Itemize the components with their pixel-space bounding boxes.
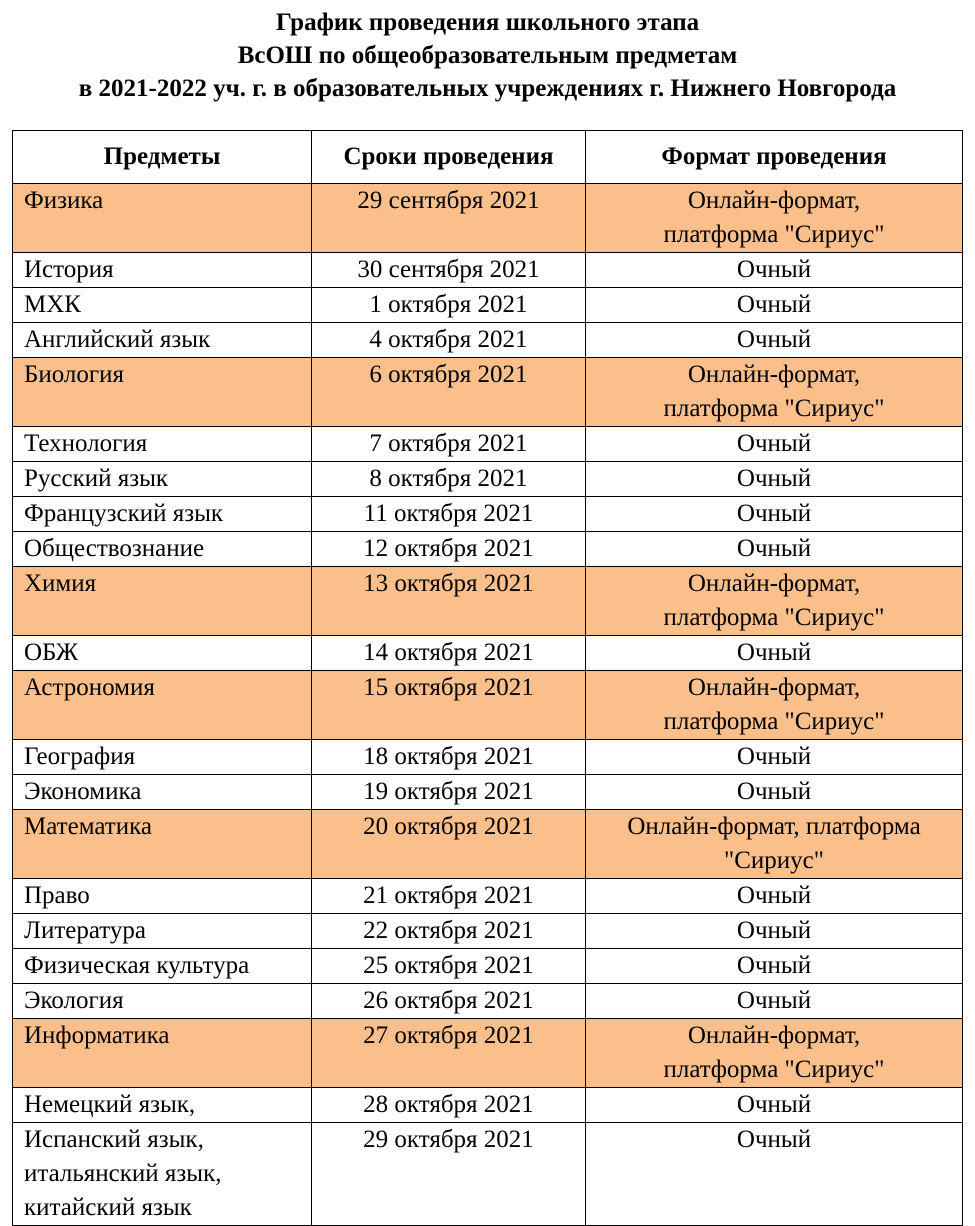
subject-text: Физика	[24, 187, 104, 214]
header-subjects: Предметы	[13, 131, 312, 184]
subject-text: Право	[24, 882, 90, 909]
format-text: Очный	[736, 1091, 812, 1118]
format-cell	[586, 358, 963, 427]
table-row	[13, 323, 963, 358]
date-cell: 19 октября 2021	[312, 775, 586, 810]
date-cell: 14 октября 2021	[312, 636, 586, 671]
subject-text: Немецкий язык,	[24, 1091, 196, 1118]
subject-text: Обществознание	[24, 535, 205, 562]
subject-cell	[13, 532, 312, 567]
date-cell: 25 октября 2021	[312, 949, 586, 984]
format-cell	[586, 1088, 963, 1123]
format-cell	[586, 288, 963, 323]
date-cell: 11 октября 2021	[312, 497, 586, 532]
table-row	[13, 358, 963, 427]
title-line-3: в 2021-2022 уч. г. в образовательных учреждениях г. Нижнего Новгорода	[78, 75, 897, 102]
format-text: Очный	[736, 778, 812, 805]
format-cell	[586, 427, 963, 462]
subject-text: История	[24, 256, 114, 283]
format-cell	[586, 984, 963, 1019]
subject-text: География	[24, 743, 136, 770]
subject-cell	[13, 775, 312, 810]
subject-cell	[13, 1088, 312, 1123]
date-cell: 1 октября 2021	[312, 288, 586, 323]
table-row	[13, 671, 963, 740]
format-cell	[586, 671, 963, 740]
subject-cell	[13, 567, 312, 636]
format-cell	[586, 1019, 963, 1088]
format-cell	[586, 462, 963, 497]
subject-text: Технология	[24, 430, 148, 457]
header-format: Формат проведения	[586, 131, 963, 184]
format-text: Очный	[736, 500, 812, 527]
format-text: Онлайн-формат,	[687, 570, 861, 597]
schedule-table	[12, 130, 963, 1226]
subject-text: Французский язык	[24, 500, 224, 527]
date-cell: 27 октября 2021	[312, 1019, 586, 1088]
date-cell: 29 октября 2021	[312, 1123, 586, 1226]
subject-cell	[13, 288, 312, 323]
subject-cell	[13, 358, 312, 427]
subject-text: ОБЖ	[24, 639, 79, 666]
subject-cell	[13, 949, 312, 984]
date-cell: 15 октября 2021	[312, 671, 586, 740]
date-cell: 20 октября 2021	[312, 810, 586, 879]
date-cell: 18 октября 2021	[312, 740, 586, 775]
format-cell	[586, 879, 963, 914]
format-text: Онлайн-формат,	[687, 674, 861, 701]
document-title	[0, 6, 975, 105]
subject-cell	[13, 879, 312, 914]
format-text: Очный	[736, 465, 812, 492]
table-row	[13, 462, 963, 497]
subject-cell	[13, 740, 312, 775]
format-text: Очный	[736, 952, 812, 979]
table-row	[13, 497, 963, 532]
format-cell	[586, 740, 963, 775]
subject-cell	[13, 253, 312, 288]
table-row	[13, 636, 963, 671]
format-text: Онлайн-формат, платформа	[627, 813, 921, 840]
format-cell	[586, 1123, 963, 1226]
format-text: платформа "Сириус"	[663, 1056, 885, 1083]
title-line-1: График проведения школьного этапа	[275, 9, 700, 36]
format-cell	[586, 775, 963, 810]
subject-cell	[13, 914, 312, 949]
format-text: "Сириус"	[724, 847, 824, 874]
format-text: платформа "Сириус"	[663, 221, 885, 248]
table-row	[13, 288, 963, 323]
subject-text: МХК	[24, 291, 81, 318]
table-row	[13, 567, 963, 636]
subject-text: итальянский язык,	[24, 1160, 222, 1187]
subject-text: Испанский язык,	[24, 1126, 204, 1153]
format-text: Очный	[736, 535, 812, 562]
subject-text: Астрономия	[24, 674, 155, 701]
format-text: Очный	[736, 291, 812, 318]
subject-cell	[13, 984, 312, 1019]
format-cell	[586, 567, 963, 636]
format-cell	[586, 810, 963, 879]
format-text: Очный	[736, 256, 812, 283]
subject-text: Экология	[24, 987, 124, 1014]
subject-text: Литература	[24, 917, 146, 944]
format-cell	[586, 532, 963, 567]
title-line-2: ВсОШ по общеобразовательным предметам	[237, 42, 738, 69]
subject-text: Математика	[24, 813, 152, 840]
date-cell: 22 октября 2021	[312, 914, 586, 949]
subject-cell	[13, 462, 312, 497]
format-cell	[586, 253, 963, 288]
format-text: Очный	[736, 430, 812, 457]
table-row	[13, 879, 963, 914]
format-cell	[586, 184, 963, 253]
subject-text: китайский язык	[24, 1194, 192, 1221]
table-row	[13, 427, 963, 462]
table-row	[13, 914, 963, 949]
header-dates: Сроки проведения	[312, 131, 586, 184]
table-row	[13, 984, 963, 1019]
table-row	[13, 532, 963, 567]
header-row	[13, 131, 963, 184]
date-cell: 21 октября 2021	[312, 879, 586, 914]
table-row	[13, 810, 963, 879]
format-text: Онлайн-формат,	[687, 361, 861, 388]
subject-cell	[13, 323, 312, 358]
date-cell: 12 октября 2021	[312, 532, 586, 567]
subject-cell	[13, 497, 312, 532]
table-row	[13, 949, 963, 984]
subject-cell	[13, 1123, 312, 1226]
schedule-body	[13, 184, 963, 1226]
format-cell	[586, 949, 963, 984]
subject-text: Химия	[24, 570, 97, 597]
date-cell: 30 сентября 2021	[312, 253, 586, 288]
format-cell	[586, 323, 963, 358]
table-row	[13, 253, 963, 288]
format-cell	[586, 914, 963, 949]
table-row	[13, 740, 963, 775]
table-row	[13, 1088, 963, 1123]
table-row	[13, 184, 963, 253]
subject-text: Русский язык	[24, 465, 169, 492]
subject-cell	[13, 671, 312, 740]
date-cell: 28 октября 2021	[312, 1088, 586, 1123]
table-row	[13, 1019, 963, 1088]
date-cell: 6 октября 2021	[312, 358, 586, 427]
format-text: платформа "Сириус"	[663, 395, 885, 422]
date-cell: 26 октября 2021	[312, 984, 586, 1019]
subject-text: Биология	[24, 361, 125, 388]
format-text: Очный	[736, 1126, 812, 1153]
format-text: Очный	[736, 917, 812, 944]
format-text: Очный	[736, 743, 812, 770]
date-cell: 13 октября 2021	[312, 567, 586, 636]
format-text: Онлайн-формат,	[687, 1022, 861, 1049]
subject-cell	[13, 184, 312, 253]
table-row	[13, 1123, 963, 1226]
format-text: Очный	[736, 987, 812, 1014]
format-text: платформа "Сириус"	[663, 708, 885, 735]
subject-cell	[13, 1019, 312, 1088]
format-text: платформа "Сириус"	[663, 604, 885, 631]
subject-text: Информатика	[24, 1022, 170, 1049]
format-cell	[586, 636, 963, 671]
format-text: Очный	[736, 882, 812, 909]
subject-cell	[13, 810, 312, 879]
subject-cell	[13, 427, 312, 462]
format-cell	[586, 497, 963, 532]
format-text: Онлайн-формат,	[687, 187, 861, 214]
table-row	[13, 775, 963, 810]
subject-text: Экономика	[24, 778, 142, 805]
subject-cell	[13, 636, 312, 671]
format-text: Очный	[736, 326, 812, 353]
date-cell: 29 сентября 2021	[312, 184, 586, 253]
date-cell: 7 октября 2021	[312, 427, 586, 462]
subject-text: Физическая культура	[24, 952, 250, 979]
format-text: Очный	[736, 639, 812, 666]
date-cell: 8 октября 2021	[312, 462, 586, 497]
subject-text: Английский язык	[24, 326, 211, 353]
date-cell: 4 октября 2021	[312, 323, 586, 358]
